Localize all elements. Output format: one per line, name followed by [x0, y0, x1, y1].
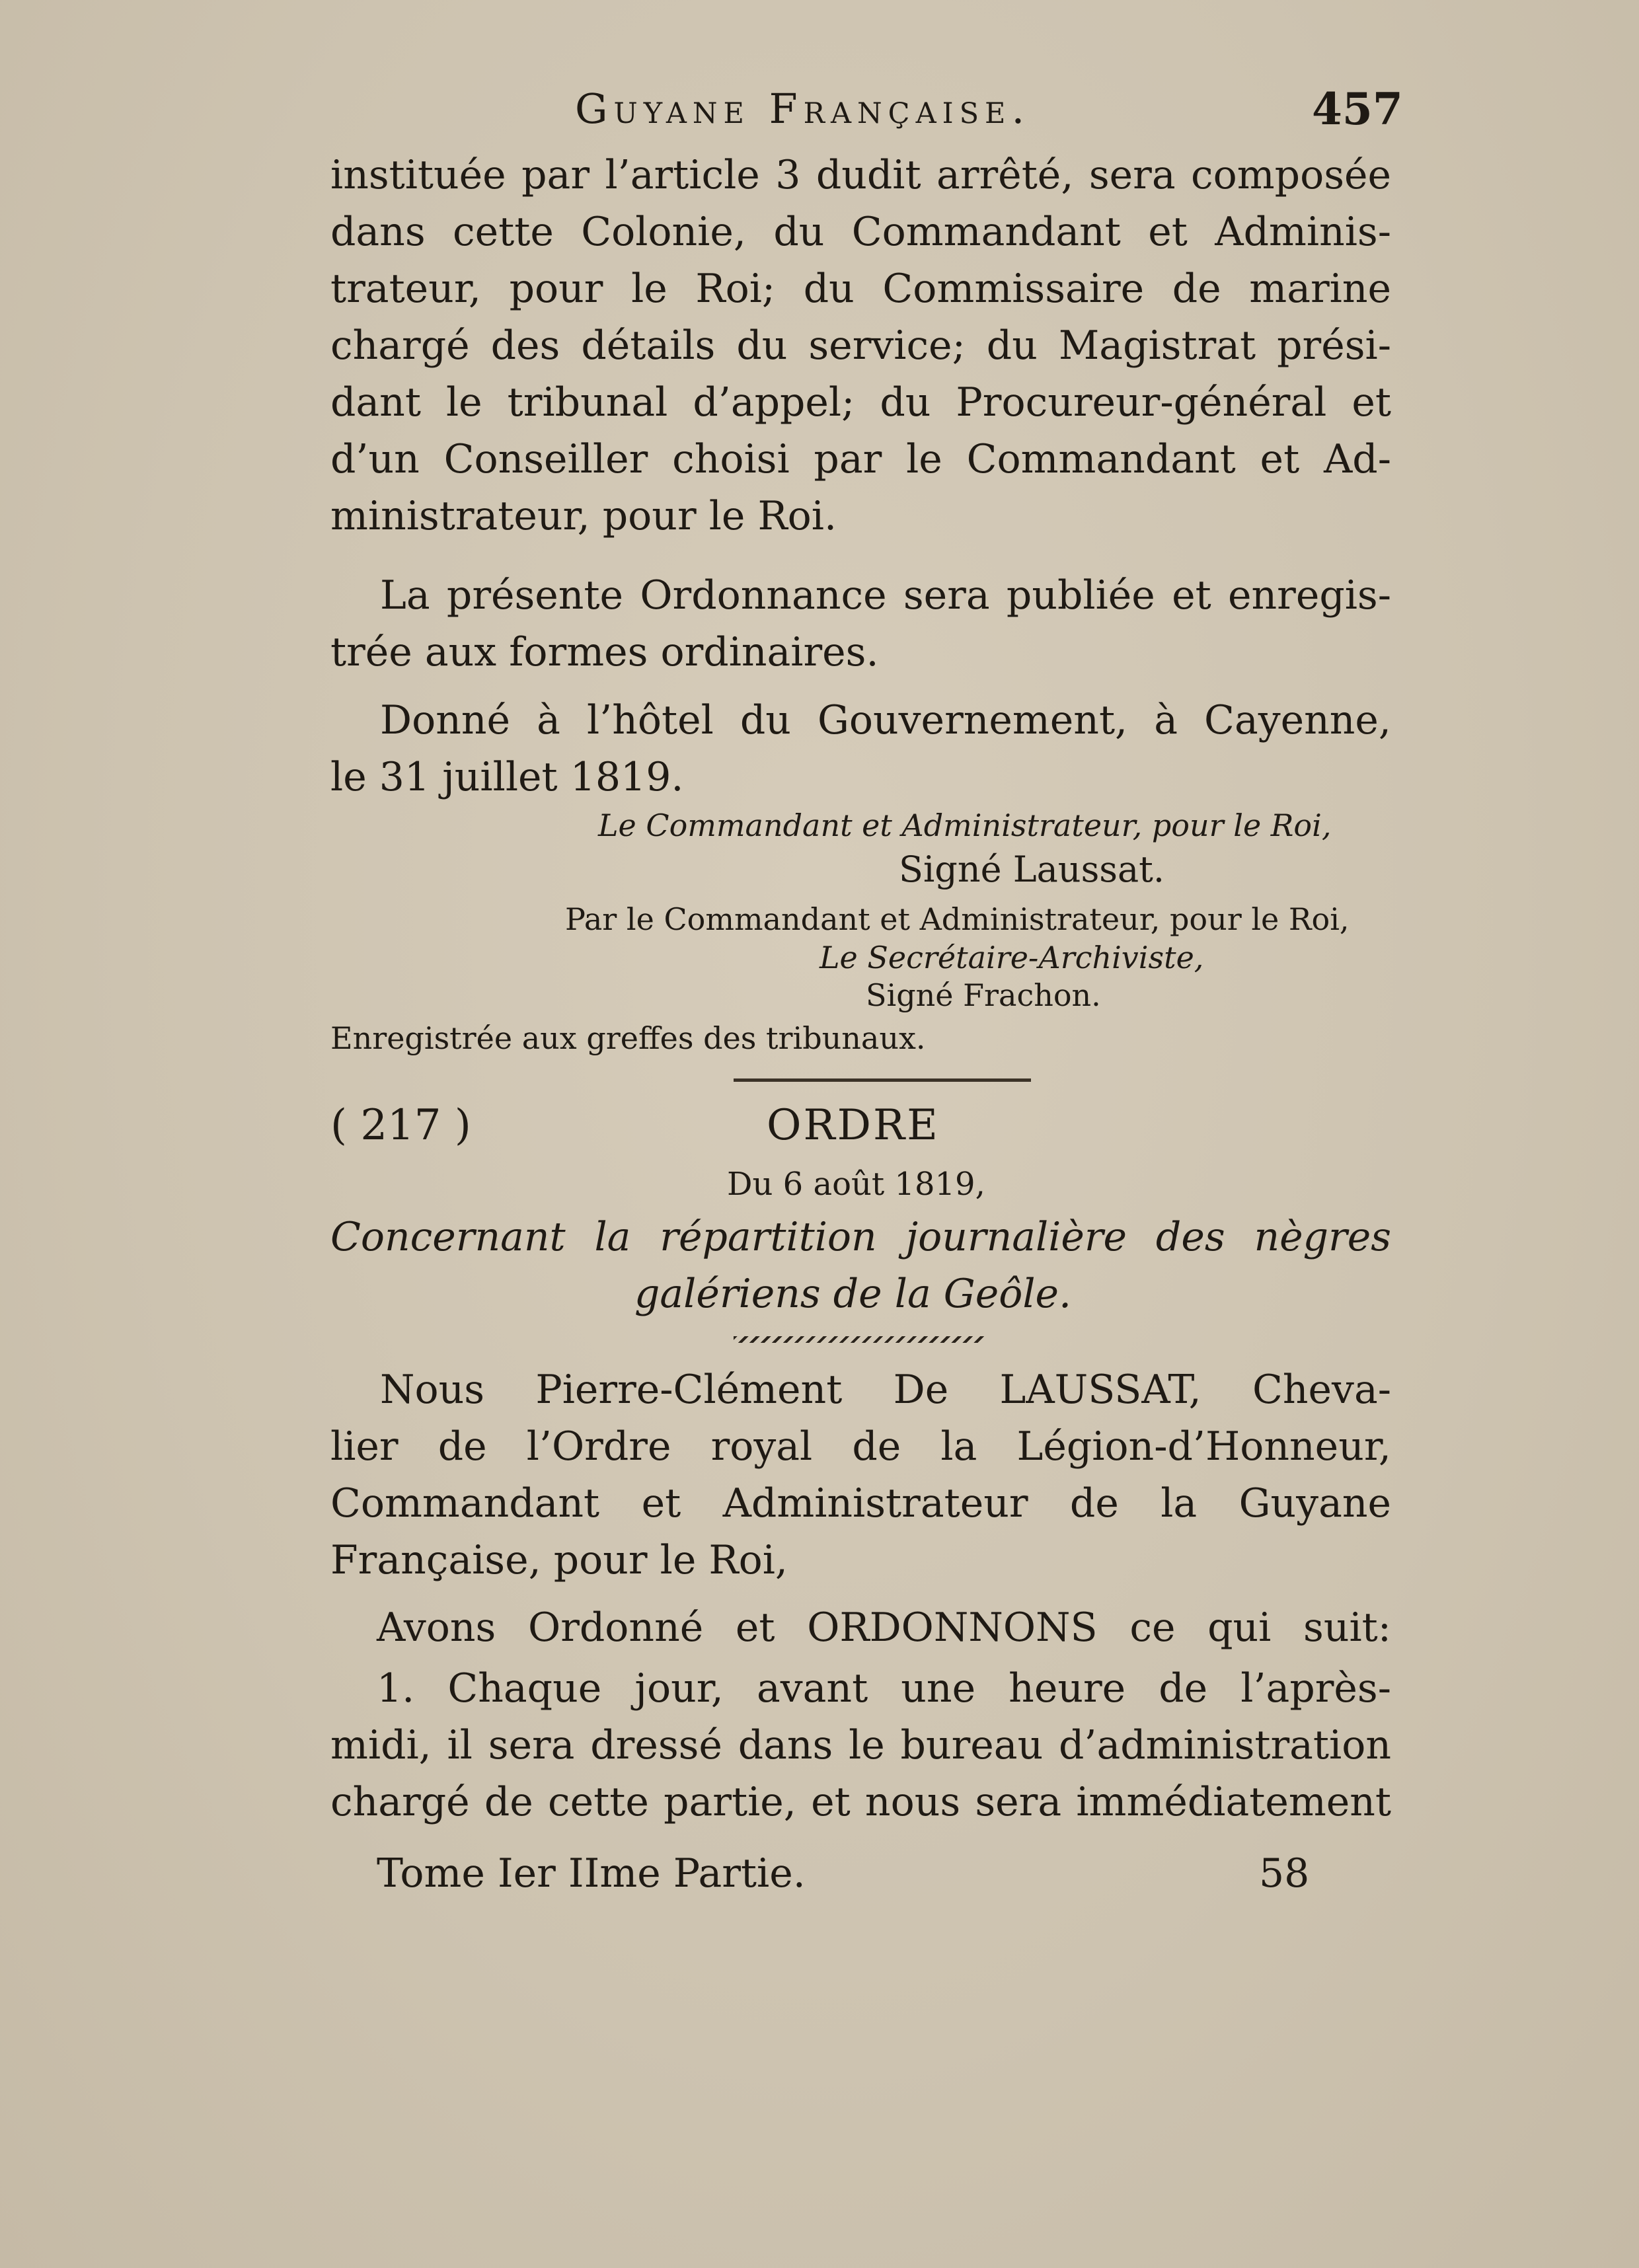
text-line: midi, il sera dressé dans le bureau d’administration	[330, 1722, 1391, 1768]
text-line: chargé des détails du service; du Magistrat prési-	[330, 322, 1391, 369]
registration-note: Enregistrée aux greffes des tribunaux.	[330, 1020, 926, 1056]
secretary-title: Le Secrétaire-Archiviste,	[820, 940, 1204, 975]
running-head-title: Guyane Française.	[575, 85, 1031, 133]
countersign-title: Par le Commandant et Administrateur, pour le Roi,	[565, 901, 1350, 937]
order-heading: ORDRE	[767, 1101, 940, 1150]
order-date: Du 6 août 1819,	[727, 1166, 985, 1203]
section-divider	[734, 1078, 1031, 1082]
text-line: trateur, pour le Roi; du Commissaire de marine	[330, 266, 1391, 312]
text-line: le 31 juillet 1819.	[330, 754, 684, 800]
signature-mark: 58	[1259, 1850, 1310, 1897]
signature-name: Signé Laussat.	[899, 849, 1165, 890]
text-line: dant le tribunal d’appel; du Procureur-général et	[330, 379, 1391, 426]
page-number: 457	[1312, 83, 1403, 135]
text-line: dans cette Colonie, du Commandant et Adminis-	[330, 209, 1391, 255]
order-subject: galériens de la Geôle.	[634, 1271, 1072, 1317]
text-line: trée aux formes ordinaires.	[330, 629, 879, 675]
text-line: chargé de cette partie, et nous sera immédiatement	[330, 1779, 1391, 1825]
text-line: Nous Pierre-Clément De LAUSSAT, Cheva-	[380, 1367, 1391, 1413]
secretary-name: Signé Frachon.	[866, 977, 1101, 1013]
text-line: ministrateur, pour le Roi.	[330, 493, 837, 539]
ornamental-divider	[734, 1336, 985, 1343]
text-line: Commandant et Administrateur de la Guyane	[330, 1480, 1391, 1527]
volume-label: Tome Ier IIme Partie.	[377, 1850, 806, 1897]
text-line: La présente Ordonnance sera publiée et enregis-	[380, 572, 1391, 619]
order-number: ( 217 )	[330, 1101, 471, 1150]
text-line: Française, pour le Roi,	[330, 1537, 788, 1583]
signature-title: Le Commandant et Administrateur, pour le Roi,	[598, 808, 1332, 843]
text-line: d’un Conseiller choisi par le Commandant et Ad-	[330, 436, 1391, 482]
text-line: Avons Ordonné et ORDONNONS ce qui suit:	[377, 1605, 1391, 1651]
text-line: Donné à l’hôtel du Gouvernement, à Cayenne,	[380, 697, 1391, 743]
order-subject: Concernant la répartition journalière des nègres	[330, 1214, 1391, 1260]
text-line: instituée par l’article 3 dudit arrêté, sera composée	[330, 152, 1391, 198]
text-line: lier de l’Ordre royal de la Légion-d’Honneur,	[330, 1423, 1391, 1470]
text-line: 1. Chaque jour, avant une heure de l’après-	[377, 1665, 1391, 1712]
